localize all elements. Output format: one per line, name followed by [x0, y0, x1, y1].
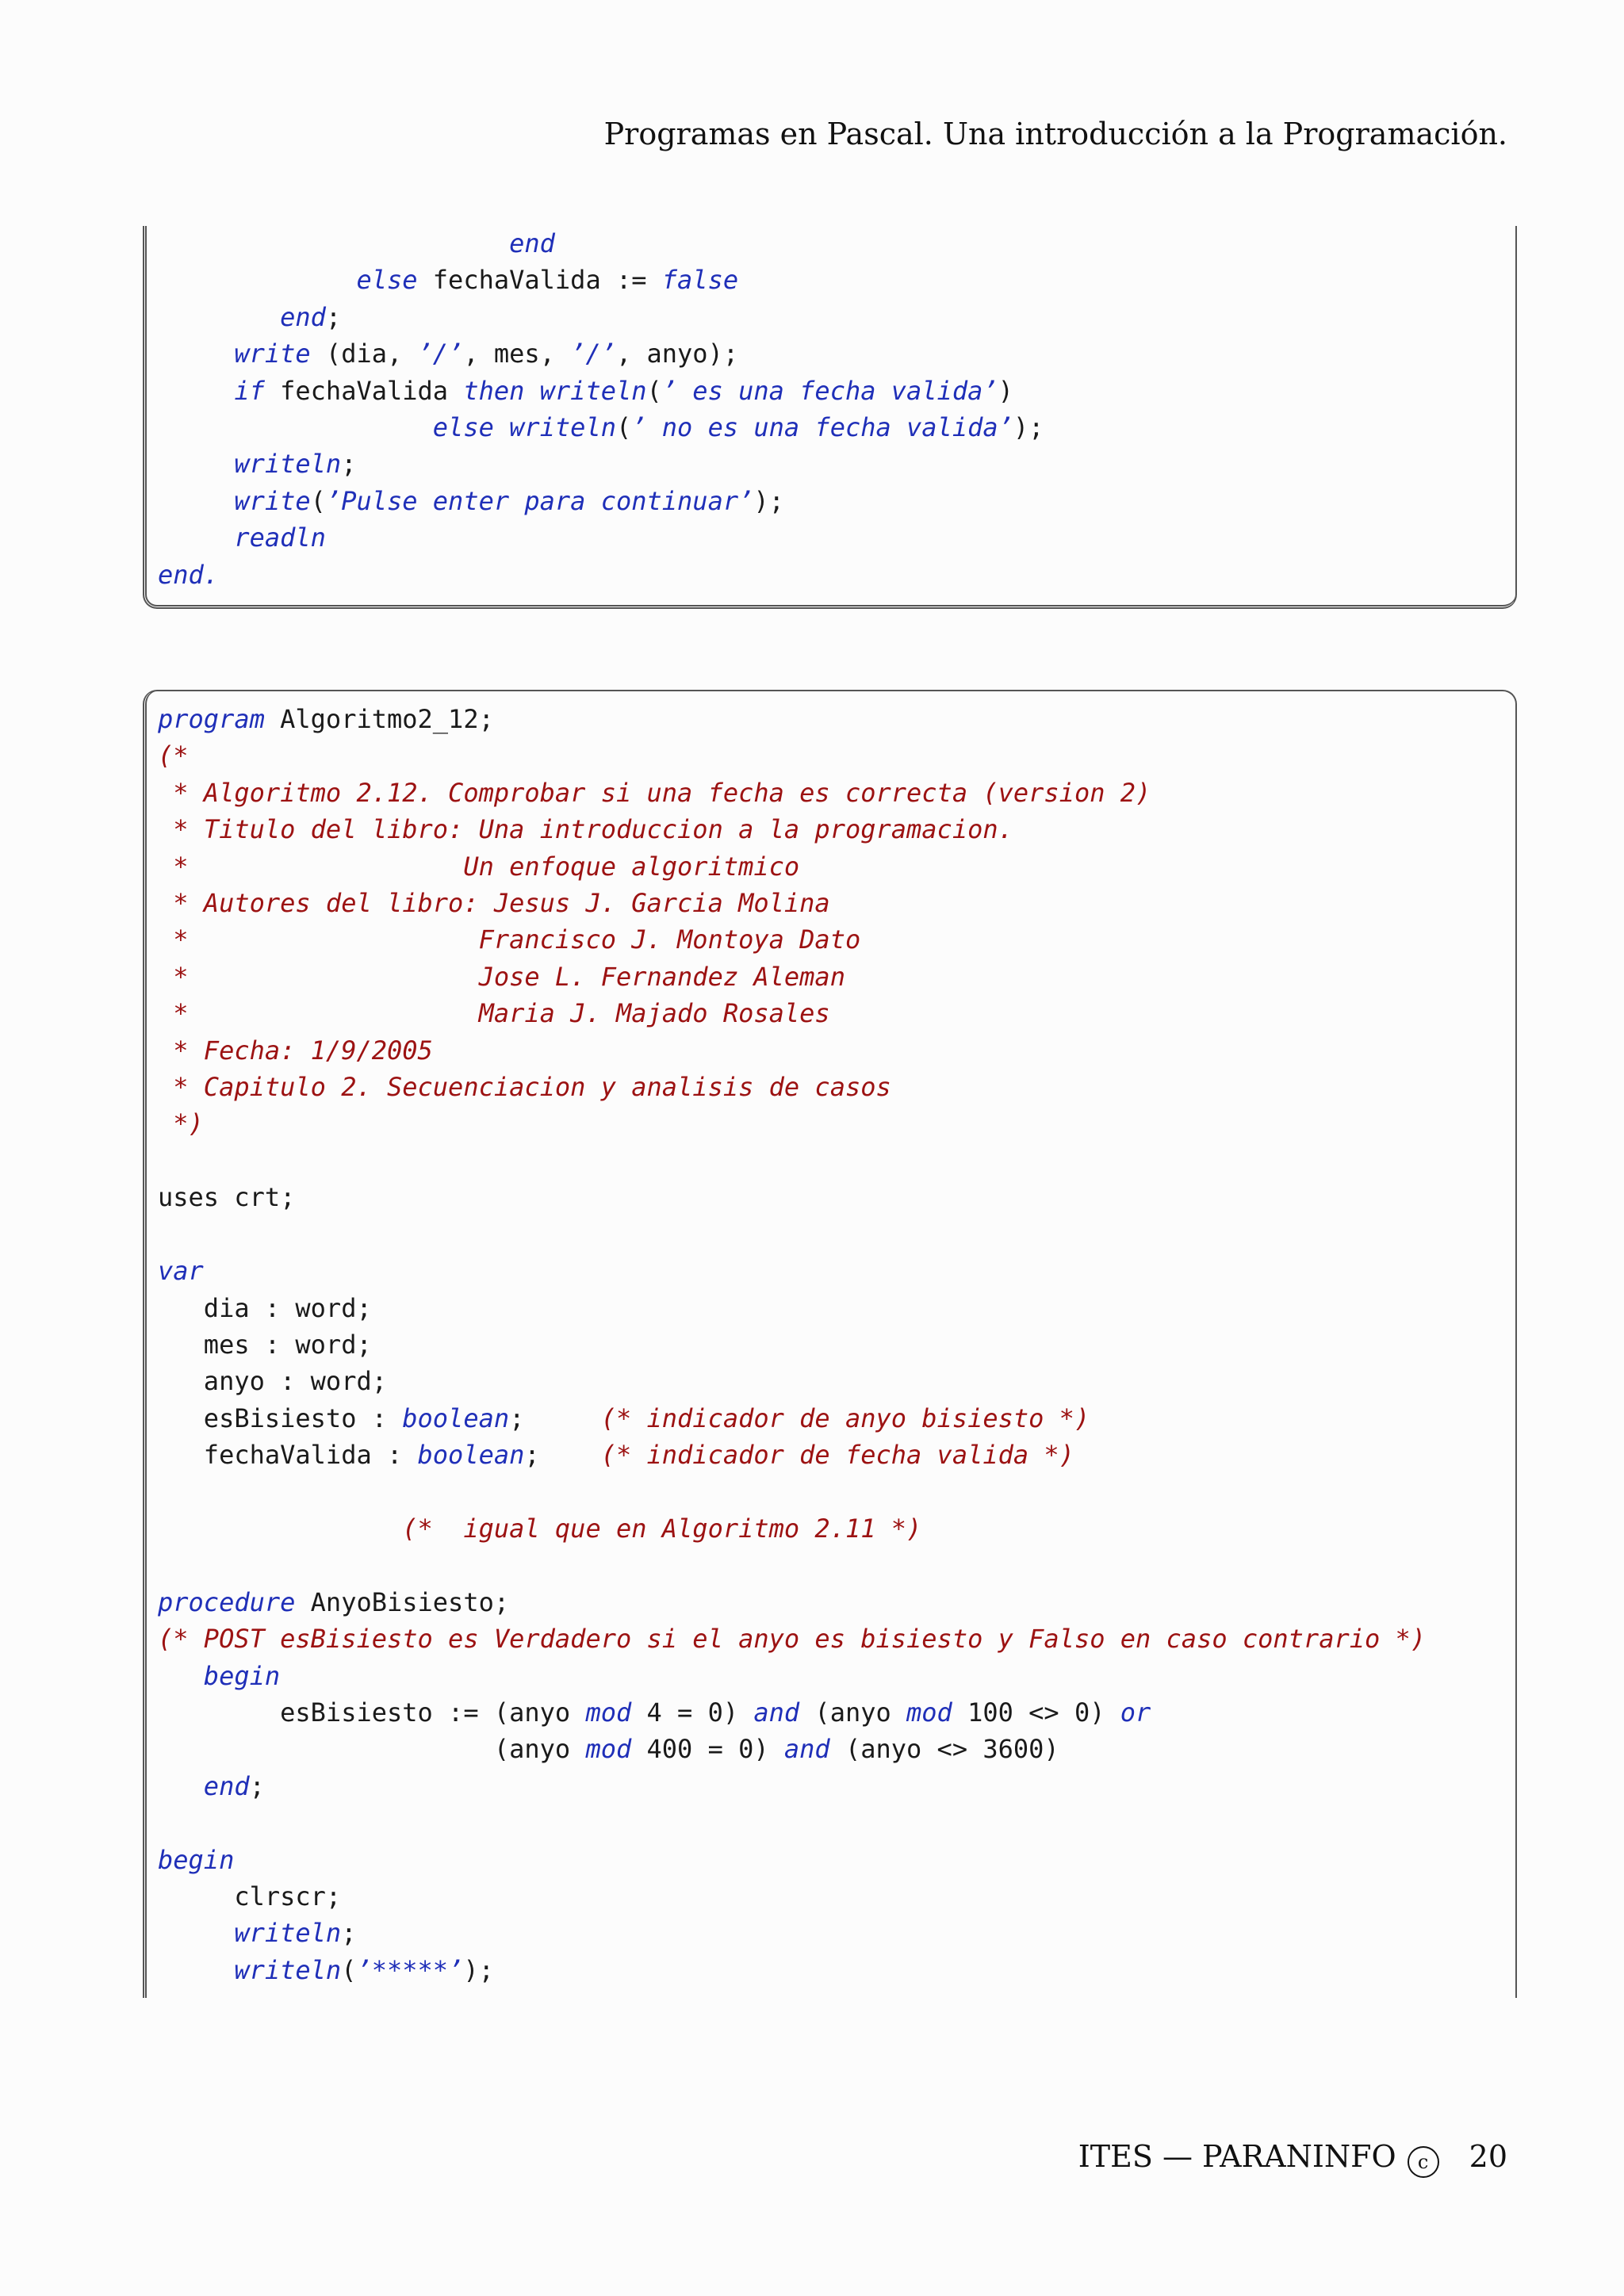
code-line: [158, 486, 784, 516]
code-line: [158, 1403, 1090, 1433]
code-text: ): [998, 375, 1013, 406]
code-keyword: boolean: [402, 1402, 510, 1433]
code-text: );: [1013, 412, 1044, 443]
code-line: [158, 1734, 1059, 1764]
code-text: fechaValida :: [158, 1440, 418, 1471]
code-text: ;: [509, 1402, 601, 1433]
code-line: [158, 1035, 433, 1066]
code-text: esBisiesto :: [158, 1402, 403, 1433]
code-text: Algoritmo2_12;: [264, 704, 494, 734]
code-keyword: end: [158, 301, 326, 332]
code-text: , anyo);: [615, 339, 739, 369]
code-text: (anyo <> 3600): [829, 1734, 1059, 1765]
code-line: [158, 376, 1013, 406]
code-keyword: write: [234, 485, 311, 516]
code-text: fechaValida: [264, 375, 464, 406]
code-text: AnyoBisiesto;: [295, 1586, 510, 1617]
code-comment: *): [158, 1108, 204, 1139]
code-text: dia : word;: [158, 1292, 372, 1323]
code-keyword: end: [158, 228, 555, 258]
code-text: 4 = 0): [631, 1697, 754, 1728]
code-keyword: write: [234, 339, 311, 369]
code-comment: * Capitulo 2. Secuenciacion y analisis de casos: [158, 1072, 891, 1103]
code-text: [158, 1918, 234, 1948]
code-comment: * Autores del libro: Jesus J. Garcia Molina: [158, 888, 830, 919]
code-keyword: writeln: [234, 1954, 342, 1985]
code-line: [158, 1440, 1074, 1470]
code-keyword: boolean: [417, 1440, 525, 1471]
code-text: [158, 449, 234, 479]
code-keyword: mod: [906, 1697, 952, 1728]
code-text: mes : word;: [158, 1329, 372, 1360]
code-line: [158, 924, 860, 955]
code-line: [158, 302, 341, 332]
code-keyword: or: [1120, 1697, 1151, 1728]
code-line: [158, 1955, 494, 1985]
code-line: [158, 228, 555, 258]
code-text: ;: [325, 301, 342, 332]
code-comment: * Un enfoque algoritmico: [158, 851, 800, 882]
code-text: , mes,: [463, 339, 571, 369]
code-text: fechaValida :=: [417, 265, 662, 296]
code-line: [158, 778, 1151, 808]
code-keyword: begin: [158, 1844, 235, 1875]
code-line: [158, 1330, 372, 1360]
code-line: [158, 740, 189, 771]
code-text: 100 <> 0): [952, 1697, 1120, 1728]
code-text: uses crt;: [158, 1182, 296, 1213]
code-text: 400 = 0): [631, 1734, 784, 1765]
code-keyword: else writeln: [158, 412, 616, 443]
code-text: );: [753, 485, 784, 516]
code-line: [158, 1513, 921, 1544]
code-text: (: [615, 412, 632, 443]
code-keyword: end: [158, 1770, 250, 1801]
code-line: [158, 560, 219, 590]
code-text: ;: [341, 449, 357, 480]
code-text: [158, 376, 234, 406]
code-line: [158, 1661, 280, 1691]
code-line: [158, 265, 738, 295]
code-line: [158, 1881, 341, 1911]
code-line: [158, 814, 1013, 844]
page-number: 20: [1469, 2139, 1507, 2174]
code-line: [158, 412, 1044, 442]
code-text: );: [463, 1954, 494, 1985]
code-string: ’ es una fecha valida’: [661, 375, 998, 406]
code-line: [158, 449, 356, 479]
code-comment: * Maria J. Majado Rosales: [158, 998, 830, 1029]
publisher-label: ITES — PARANINFO: [1078, 2139, 1396, 2174]
code-text: [158, 486, 234, 516]
code-line: [158, 1293, 372, 1323]
code-listing-algoritmo-2-12: [158, 701, 1426, 1988]
code-comment: * Algoritmo 2.12. Comprobar si una fecha es correcta (version 2): [158, 777, 1151, 808]
code-line: [158, 339, 738, 369]
code-text: [158, 522, 234, 553]
code-keyword: writeln: [234, 1918, 342, 1949]
code-line: [158, 522, 326, 553]
code-string: ’*****’: [356, 1954, 464, 1985]
code-line: [158, 1108, 204, 1138]
code-keyword: if: [234, 375, 265, 406]
code-comment: (* indicador de fecha valida *): [600, 1440, 1074, 1471]
code-keyword: and: [753, 1697, 800, 1728]
code-text: (: [310, 485, 326, 516]
code-listing-algoritmo-2-11-end: [158, 225, 1044, 593]
code-line: [158, 1697, 1151, 1728]
code-text: [158, 1955, 234, 1985]
code-keyword: false: [661, 265, 739, 296]
code-keyword: mod: [585, 1697, 632, 1728]
code-comment: (* indicador de anyo bisiesto *): [600, 1402, 1090, 1433]
code-line: [158, 1624, 1426, 1654]
code-text: ;: [524, 1440, 601, 1471]
code-line: [158, 888, 830, 918]
copyright-icon: c: [1408, 2146, 1439, 2178]
code-comment: (* POST esBisiesto es Verdadero si el anyo es bisiesto y Falso en caso contrario *): [158, 1624, 1427, 1655]
code-text: esBisiesto := (anyo: [158, 1697, 586, 1728]
code-comment: * Jose L. Fernandez Aleman: [158, 961, 845, 992]
code-line: [158, 1771, 265, 1801]
page-footer: [1078, 2137, 1507, 2178]
code-line: [158, 998, 830, 1028]
code-string: ’Pulse enter para continuar’: [325, 485, 754, 516]
code-keyword: var: [158, 1256, 204, 1287]
code-text: (dia,: [310, 339, 418, 369]
code-line: [158, 704, 494, 734]
code-text: [158, 339, 234, 369]
code-text: (: [341, 1954, 357, 1985]
code-text: (: [646, 375, 662, 406]
code-comment: (* igual que en Algoritmo 2.11 *): [158, 1513, 922, 1544]
code-line: [158, 962, 845, 992]
code-line: [158, 1366, 387, 1396]
code-keyword: writeln: [234, 449, 342, 480]
code-line: [158, 1256, 204, 1286]
code-keyword: begin: [158, 1660, 281, 1691]
code-string: ’/’: [570, 339, 616, 369]
code-comment: (*: [158, 740, 189, 771]
code-keyword: end.: [158, 559, 220, 590]
code-text: anyo : word;: [158, 1366, 387, 1397]
code-comment: * Francisco J. Montoya Dato: [158, 924, 861, 955]
code-keyword: readln: [234, 522, 326, 553]
code-keyword: procedure: [158, 1586, 296, 1617]
code-text: ;: [341, 1918, 357, 1949]
code-line: [158, 851, 799, 882]
code-keyword: mod: [585, 1734, 632, 1765]
code-comment: * Titulo del libro: Una introduccion a la programacion.: [158, 814, 1013, 845]
code-line: [158, 1845, 234, 1875]
code-comment: * Fecha: 1/9/2005: [158, 1035, 433, 1066]
code-line: [158, 1918, 356, 1948]
code-keyword: else: [158, 265, 418, 296]
code-text: ;: [249, 1770, 265, 1801]
page-header-title: Programas en Pascal. Una introducción a la Programación.: [603, 117, 1507, 151]
code-text: (anyo: [158, 1734, 586, 1765]
code-string: ’/’: [417, 339, 464, 369]
code-line: [158, 1587, 509, 1617]
code-keyword: then writeln: [463, 375, 647, 406]
code-text: clrscr;: [158, 1881, 342, 1911]
code-keyword: and: [783, 1734, 830, 1765]
code-keyword: program: [158, 704, 265, 734]
code-line: [158, 1072, 891, 1102]
code-text: (anyo: [799, 1697, 907, 1728]
code-string: ’ no es una fecha valida’: [631, 412, 1013, 443]
code-line: [158, 1182, 295, 1212]
